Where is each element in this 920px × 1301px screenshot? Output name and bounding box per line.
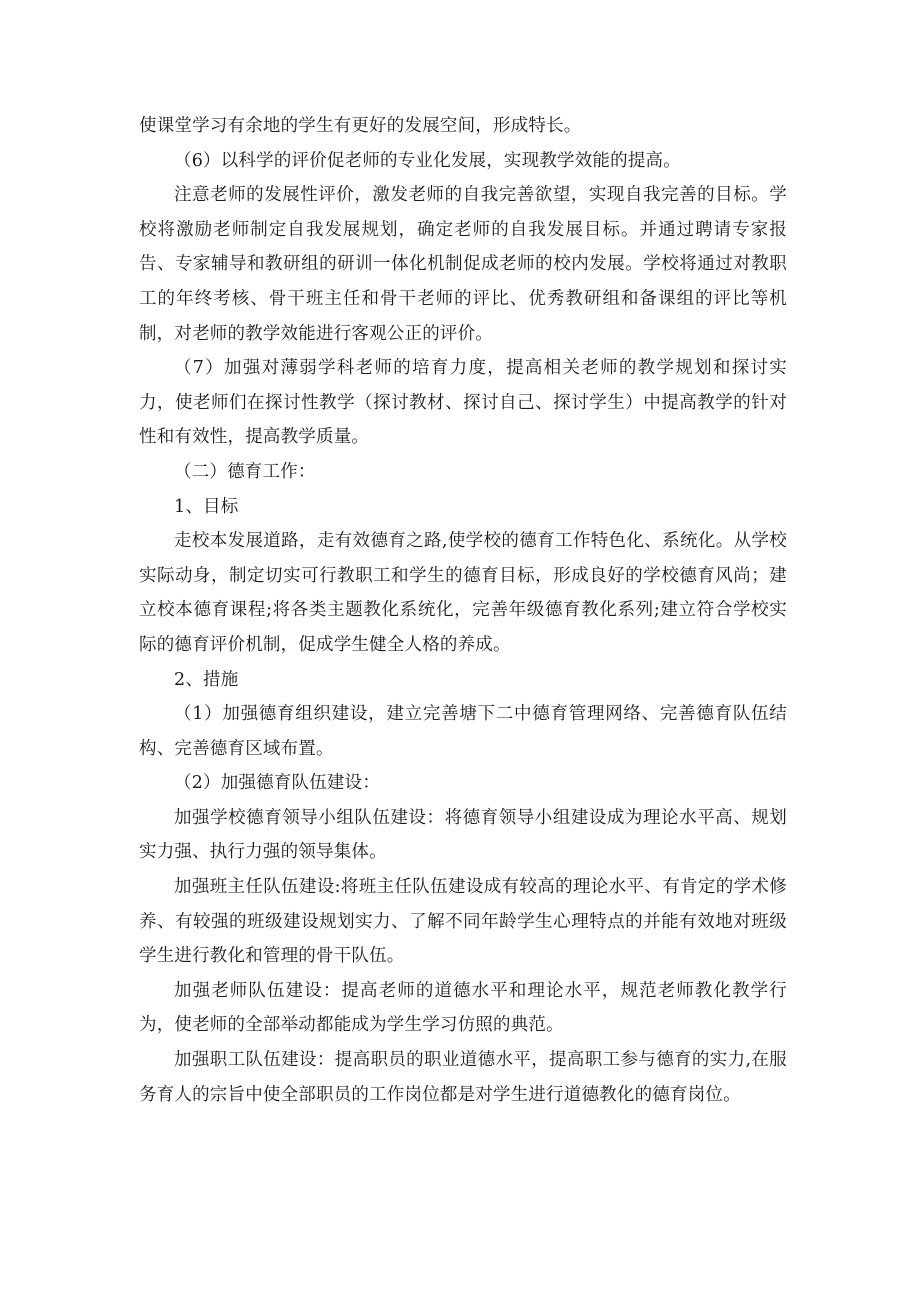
- document-page: [139, 109, 787, 1112]
- paragraph-staff-team: 加强职工队伍建设：提高职员的职业道德水平，提高职工参与德育的实力,在服务育人的宗旨中使全部职员的工作岗位都是对学生进行道德教化的德育岗位。: [139, 1050, 787, 1105]
- section-heading-moral-education: （二）德育工作：: [174, 461, 316, 482]
- paragraph-goal-body: 走校本发展道路，走有效德育之路,使学校的德育工作特色化、系统化。从学校实际动身，制定切实可行教职工和学生的德育目标，形成良好的学校德育风尚；建立校本德育课程;将各类主题教化系统化，完善年级德育教化系列;建立符合学校实际的德育评价机制，促成学生健全人格的养成。: [139, 531, 787, 655]
- paragraph-continuation: 使课堂学习有余地的学生有更好的发展空间，形成特长。: [139, 116, 582, 136]
- paragraph-head-teacher-team: 加强班主任队伍建设:将班主任队伍建设成有较高的理论水平、有肯定的学术修养、有较强的班级建设规划实力、了解不同年龄学生心理特点的并能有效地对班级学生进行教化和管理的骨干队伍。: [139, 877, 787, 967]
- paragraph-teacher-evaluation: 注意老师的发展性评价，激发老师的自我完善欲望，实现自我完善的目标。学校将激励老师制定自我发展规划，确定老师的自我发展目标。并通过聘请专家报告、专家辅导和教研组的研训一体化机制促成老师的校内发展。学校将通过对教职工的年终考核、骨干班主任和骨干老师的评比、优秀教研组和备课组的评比等机制，对老师的教学效能进行客观公正的评价。: [139, 185, 787, 344]
- subheading-goal: 1、目标: [174, 496, 239, 517]
- subheading-measures: 2、措施: [174, 669, 239, 690]
- paragraph-leadership-team: 加强学校德育领导小组队伍建设：将德育领导小组建设成为理论水平高、规划实力强、执行力强的领导集体。: [139, 807, 787, 863]
- paragraph-teacher-team: 加强老师队伍建设：提高老师的道德水平和理论水平，规范老师教化教学行为，使老师的全部举动都能成为学生学习仿照的典范。: [139, 980, 787, 1036]
- paragraph-item-6-heading: （6）以科学的评价促老师的专业化发展，实现教学效能的提高。: [174, 150, 681, 171]
- paragraph-measure-1: （1）加强德育组织建设，建立完善塘下二中德育管理网络、完善德育队伍结构、完善德育区域布置。: [139, 704, 787, 759]
- paragraph-measure-2-heading: （2）加强德育队伍建设：: [174, 773, 381, 794]
- paragraph-item-7: （7）加强对薄弱学科老师的培育力度，提高相关老师的教学规划和探讨实力，使老师们在探讨性教学（探讨教材、探讨自己、探讨学生）中提高教学的针对性和有效性，提高教学质量。: [139, 358, 787, 448]
